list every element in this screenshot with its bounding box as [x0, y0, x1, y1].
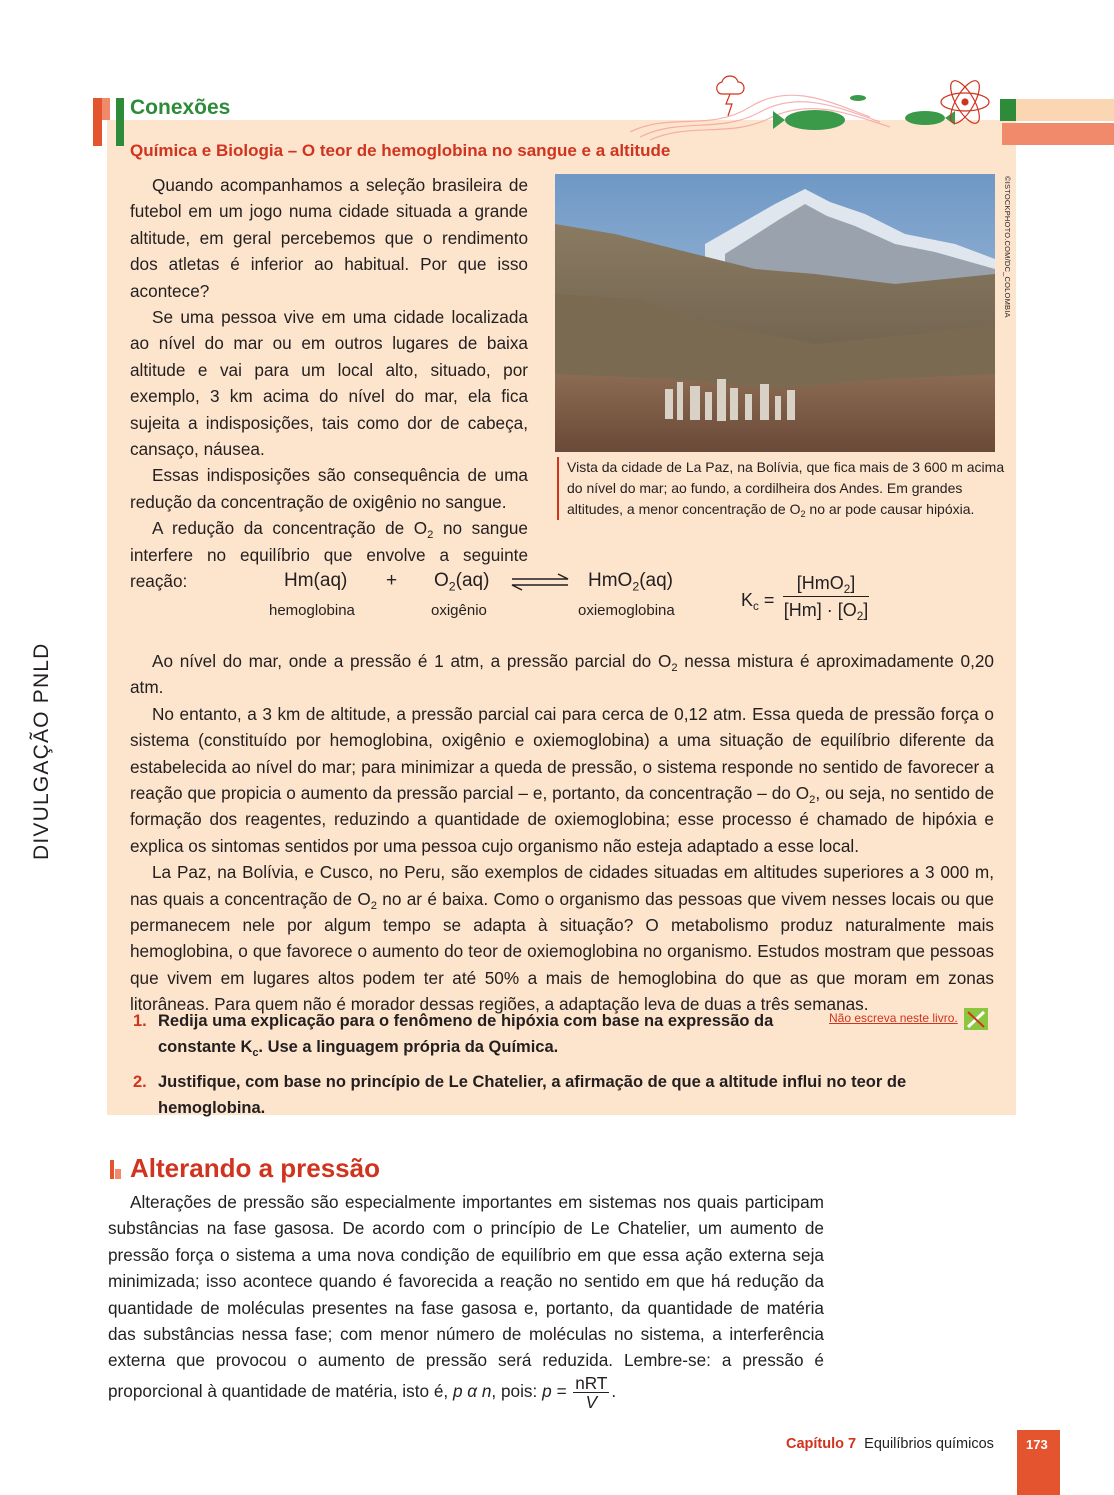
body-paragraph-1: Ao nível do mar, onde a pressão é 1 atm, a pressão parcial do $O_2$ nessa mistura é aproximadamente 0,20 atm.: [130, 651, 994, 698]
cloud-icon: [717, 76, 744, 116]
eq-hemoglobin: Hm(aq): [284, 570, 348, 591]
eq-oxyhemoglobin: HmO$_2$(aq): [588, 570, 673, 594]
intro-paragraph-3: Essas indisposições são consequência de uma redução da concentração de oxigênio no sangue.: [130, 465, 528, 512]
label-hemoglobin: hemoglobina: [269, 602, 355, 619]
box-subtitle: Química e Biologia – O teor de hemoglobina no sangue e a altitude: [130, 141, 671, 160]
header-accent-red: [93, 98, 102, 146]
header-bar-light: [1002, 99, 1114, 121]
label-oxygen: oxigênio: [431, 602, 487, 619]
side-label-text: DIVULGAÇÃO PNLD: [30, 642, 53, 860]
header-accent-green: [116, 98, 124, 146]
question-1: 1. Redija uma explicação para o fenômeno de hipóxia com base na expressão da constante $K_c$. Use a linguagem própria da Química.: [158, 1008, 813, 1060]
equilibrium-arrow-icon: [510, 572, 570, 592]
side-label: [30, 640, 54, 860]
header-illustration: [630, 72, 1000, 142]
intro-paragraph-4: A redução da concentração de $O_2$ no sangue interfere no equilíbrio que envolve a seguinte reação:: [130, 518, 528, 592]
intro-paragraph-2: Se uma pessoa vive em uma cidade localizada ao nível do mar ou em outros lugares de baixa altitude e vai para um local alto, situado, por exemplo, 3 km acima do nível do mar, ela fica sujeita a indisposições, tais como dor de cabeça, cansaço, náusea.: [130, 307, 528, 460]
section2-title: Alterando a pressão: [130, 1153, 380, 1183]
kc-numerator: [HmO$_2$]: [783, 573, 869, 597]
intro-paragraph-1: Quando acompanhamos a seleção brasileira de futebol em um jogo numa cidade situada a grande altitude, em geral percebemos que o rendimento dos atletas é inferior ao habitual. Por que isso acontece?: [130, 175, 528, 301]
label-oxyhemoglobin: oxiemoglobina: [578, 602, 675, 619]
eq-plus: +: [386, 570, 398, 591]
kc-denominator: $[Hm] \cdot [O_2]$: [783, 600, 869, 624]
gas-law-fraction: nRT V: [575, 1372, 608, 1412]
heading-marker-icon: [110, 1160, 121, 1179]
body-paragraph-3: La Paz, na Bolívia, e Cusco, no Peru, são exemplos de cidades situadas em altitudes superiores a 3 000 m, nas quais a concentração de $O_2$ no ar é baixa. Como o organismo das pessoas que vivem nesses locais ou que permanecem nele por algum tempo se adapta à situação? O metabolismo produz naturalmente mais hemoglobina, o que favorece o aumento do teor de oxiemoglobina no organismo. Estudos mostram que pessoas que vivem em lugares altos podem ter até 50% a mais de hemoglobina do que as que moram em zonas litorâneas. Para quem não é morador dessas regiões, a adaptação leva de duas a três semanas.: [130, 862, 994, 1015]
footer-chapter: Capítulo 7 Equilíbrios químicos: [786, 1436, 994, 1452]
photo-caption: Vista da cidade de La Paz, na Bolívia, que fica mais de 3 600 m acima do nível do mar; ao fundo, a cordilheira dos Andes. Em grandes altitudes, a menor concentração de $O_2$ no ar pode causar hipóxia.: [557, 457, 1012, 520]
la-paz-photo: [555, 174, 995, 452]
body-text: [130, 648, 994, 1018]
photo-credit-text: ©ISTOCKPHOTO.COM/DC_COLOMBIA: [1003, 176, 1012, 318]
intro-text: [130, 172, 528, 595]
no-write-note: Não escreva neste livro.: [829, 1011, 958, 1025]
photo-credit: [1001, 176, 1013, 336]
eq-oxygen: $O_2(aq)$: [434, 570, 490, 594]
page-number: 173: [1026, 1437, 1048, 1452]
kc-symbol: $K_c$ =: [741, 590, 775, 614]
section2-paragraph: Alterações de pressão são especialmente importantes em sistemas nos quais participam substâncias na fase gasosa. De acordo com o princípio de Le Chatelier, um aumento de pressão força o sistema a uma nova condição de equilíbrio em que essa ação externa seja minimizada; isso acontece quando é favorecida a reação no sentido em que há redução da quantidade de moléculas presentes na fase gasosa e, portanto, da quantidade de matéria das substâncias nessa fase; com menor número de moléculas no sistema, a interferência externa que provocou o aumento de pressão será reduzida. Lembre-se: a pressão é proporcional à quantidade de matéria, isto é, p α n, pois: p = nRT V .: [108, 1192, 824, 1412]
question-2: 2. Justifique, com base no princípio de Le Chatelier, a afirmação de que a altitude influi no teor de hemoglobina.: [158, 1069, 1008, 1121]
question-2-number: 2.: [133, 1073, 147, 1091]
fish-icon: [773, 95, 955, 130]
question-1-number: 1.: [133, 1012, 147, 1030]
section-title: Conexões: [130, 96, 231, 119]
header-accent-green-right: [1000, 99, 1016, 121]
kc-fraction: [783, 573, 869, 624]
header-bar-dark: [1002, 123, 1114, 145]
section2-text: [108, 1189, 824, 1411]
body-paragraph-2: No entanto, a 3 km de altitude, a pressão parcial cai para cerca de 0,12 atm. Essa queda de pressão força o sistema (constituído por hemoglobina, oxigênio e oxiemoglobina) a uma situação de equilíbrio diferente da estabelecida ao nível do mar; para minimizar a queda de pressão, o sistema responde no sentido de favorecer a reação que propicia o aumento da pressão parcial – e, portanto, da concentração – do $O_2$, ou seja, no sentido de formação dos reagentes, reduzindo a quantidade de oxiemoglobina; esse processo é chamado de hipóxia e explica os sintomas sentidos por uma pessoa cujo organismo não esteja adaptado a esse local.: [130, 703, 994, 856]
no-write-pencil-icon: [964, 1008, 988, 1030]
